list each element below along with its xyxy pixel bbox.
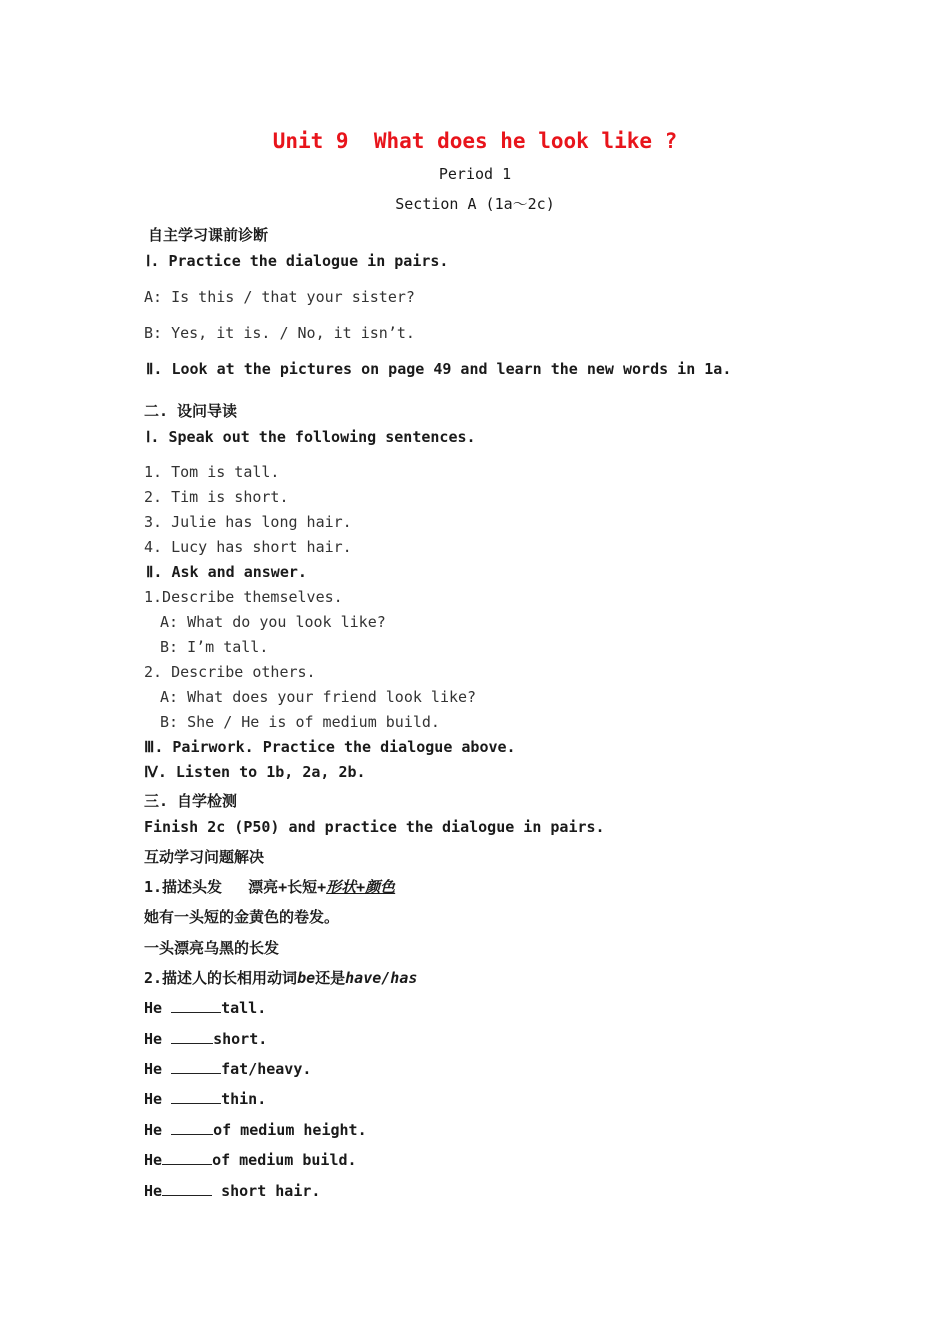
fill-blank-line xyxy=(144,1150,357,1170)
verb-rule-mid: 还是 xyxy=(315,969,346,987)
fill-blank-line xyxy=(144,998,266,1018)
hair-rule-label: 1.描述头发 xyxy=(144,878,223,896)
verb-be: be xyxy=(297,969,316,987)
sentence-item: 4. Lucy has short hair. xyxy=(144,538,352,556)
verb-have: have/has xyxy=(345,969,418,987)
hair-rule-plain: 漂亮+长短+ xyxy=(248,878,327,896)
part3-heading: 三. 自学检测 xyxy=(144,792,238,810)
question-2-a: A: What does your friend look like? xyxy=(160,688,477,706)
dialogue-line-b: B: Yes, it is. / No, it isn’t. xyxy=(144,324,415,342)
answer-blank[interactable] xyxy=(162,1181,212,1196)
blank-suffix: of medium height. xyxy=(213,1121,367,1139)
sentence-item: 2. Tim is short. xyxy=(144,488,289,506)
fill-blank-line xyxy=(144,1181,320,1201)
part2-heading: 二. 设问导读 xyxy=(144,402,238,420)
blank-suffix: short hair. xyxy=(212,1182,321,1200)
part2-item4: Ⅳ. Listen to 1b, 2a, 2b. xyxy=(144,763,366,781)
question-2: 2. Describe others. xyxy=(144,663,316,681)
answer-blank[interactable] xyxy=(171,1059,221,1074)
section-label: Section A (1a～2c) xyxy=(395,195,555,213)
answer-blank[interactable] xyxy=(171,998,221,1013)
part4-heading: 互动学习问题解决 xyxy=(144,848,265,866)
answer-blank[interactable] xyxy=(171,1120,213,1135)
question-1-a: A: What do you look like? xyxy=(160,613,386,631)
verb-rule-line xyxy=(144,968,417,988)
hair-rule-line xyxy=(144,877,395,897)
fill-blank-line xyxy=(144,1029,267,1049)
part1-item2: Ⅱ. Look at the pictures on page 49 and learn the new words in 1a. xyxy=(146,360,732,378)
blank-prefix: He xyxy=(144,1090,172,1108)
fill-blank-line xyxy=(144,1059,311,1079)
blank-suffix: tall. xyxy=(221,999,267,1017)
question-2-b: B: She / He is of medium build. xyxy=(160,713,440,731)
verb-rule-plain: 2.描述人的长相用动词 xyxy=(144,969,298,987)
period-label: Period 1 xyxy=(438,165,512,183)
part2-item1: Ⅰ. Speak out the following sentences. xyxy=(146,428,476,446)
part2-item2: Ⅱ. Ask and answer. xyxy=(146,563,307,581)
question-1-b: B: I’m tall. xyxy=(160,638,269,656)
sentence-item: 1. Tom is tall. xyxy=(144,463,280,481)
blank-suffix: of medium build. xyxy=(212,1151,357,1169)
blank-prefix: He xyxy=(144,1121,172,1139)
blank-suffix: thin. xyxy=(221,1090,267,1108)
part3-text: Finish 2c (P50) and practice the dialogue in pairs. xyxy=(144,818,605,836)
part1-heading: 自主学习课前诊断 xyxy=(148,226,269,244)
dialogue-line-a: A: Is this / that your sister? xyxy=(144,288,415,306)
hair-rule-italic: 形状+颜色 xyxy=(326,878,396,896)
fill-blank-line xyxy=(144,1120,367,1140)
blank-prefix: He xyxy=(144,1182,163,1200)
question-1: 1.Describe themselves. xyxy=(144,588,343,606)
example-sentence-1: 她有一头短的金黄色的卷发。 xyxy=(144,908,340,926)
blank-prefix: He xyxy=(144,1060,172,1078)
example-sentence-2: 一头漂亮乌黑的长发 xyxy=(144,939,280,957)
fill-blank-line xyxy=(144,1089,266,1109)
blank-suffix: fat/heavy. xyxy=(221,1060,312,1078)
blank-prefix: He xyxy=(144,999,172,1017)
blank-prefix: He xyxy=(144,1030,172,1048)
blank-prefix: He xyxy=(144,1151,163,1169)
document-title: Unit 9 What does he look like ? xyxy=(272,129,678,153)
blank-suffix: short. xyxy=(213,1030,268,1048)
part2-item3: Ⅲ. Pairwork. Practice the dialogue above. xyxy=(144,738,516,756)
answer-blank[interactable] xyxy=(171,1029,213,1044)
part1-item1: Ⅰ. Practice the dialogue in pairs. xyxy=(146,252,449,270)
answer-blank[interactable] xyxy=(162,1150,212,1165)
answer-blank[interactable] xyxy=(171,1089,221,1104)
sentence-item: 3. Julie has long hair. xyxy=(144,513,352,531)
